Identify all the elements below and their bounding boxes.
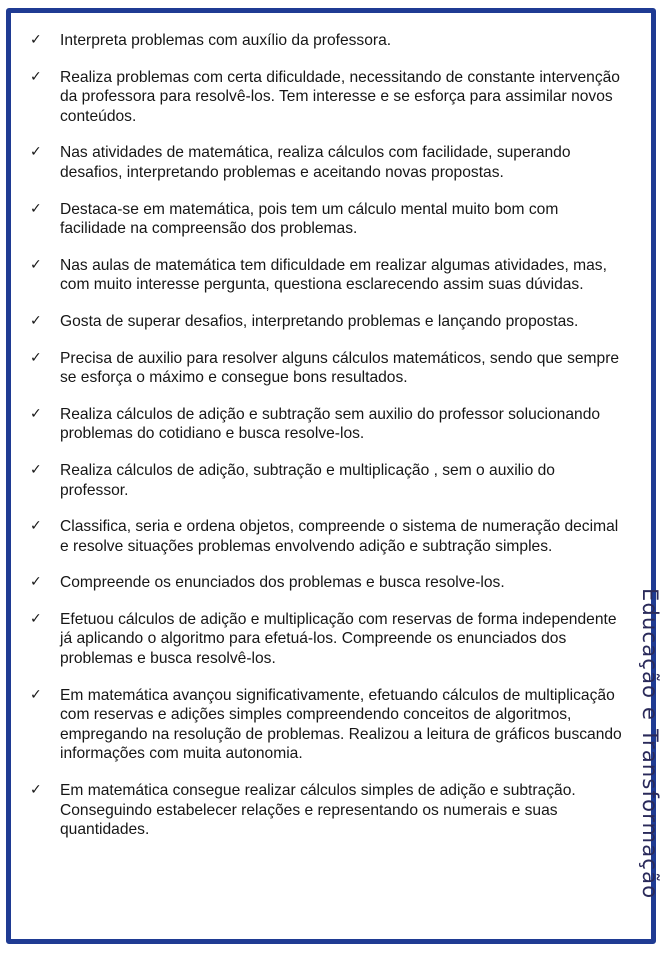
list-item-text: Compreende os enunciados dos problemas e busca resolve-los. [60,574,505,592]
list-item-text: Gosta de superar desafios, interpretando problemas e lançando propostas. [60,312,579,330]
checkmark-icon: ✓ [30,312,42,329]
checkmark-icon: ✓ [30,610,42,627]
list-item-text: Precisa de auxilio para resolver alguns cálculos matemáticos, sendo que sempre se esforça o máximo e consegue bons resultados. [60,349,620,387]
list-item [11,517,651,556]
list-item-text: Nas aulas de matemática tem dificuldade em realizar algumas atividades, mas, com muito interesse pergunta, questiona esclarecendo assim suas dúvidas. [60,256,607,294]
list-item-text: Realiza cálculos de adição e subtração sem auxilio do professor solucionando problemas do cotidiano e busca resolve-los. [60,405,601,443]
list-item-text: Nas atividades de matemática, realiza cálculos com facilidade, superando desafios, interpretando problemas e aceitando novas propostas. [60,144,571,181]
page-border-frame [6,8,656,944]
list-item-text: Classifica, seria e ordena objetos, compreende o sistema de numeração decimal e resolve situações problemas envolvendo adição e subtração simples. [60,518,619,555]
list-item-text: Efetuou cálculos de adição e multiplicação com reservas de forma independente já aplicando o algoritmo para efetuá-los. Compreende os enunciados dos problemas e busca resolvê-los. [60,610,617,668]
list-item [11,312,651,332]
list-item-text: Em matemática consegue realizar cálculos simples de adição e subtração. Conseguindo estabelecer relações e representando os numerais e suas quantidades. [60,782,576,839]
list-item [11,781,651,840]
list-item [11,461,651,500]
checkmark-icon: ✓ [30,68,42,85]
list-item-text: Realiza cálculos de adição, subtração e multiplicação , sem o auxilio do professor. [60,461,555,499]
watermark-text: Educação e Transformação [638,588,662,900]
checkmark-icon: ✓ [30,405,42,422]
list-item [11,405,651,444]
list-item [11,610,651,669]
list-item [11,68,651,127]
checkmark-icon: ✓ [30,200,42,217]
checkmark-icon: ✓ [30,32,42,48]
checkmark-icon: ✓ [30,144,42,161]
checkmark-icon: ✓ [30,518,42,535]
checkmark-icon: ✓ [30,686,42,703]
checkmark-icon: ✓ [30,782,42,799]
checkmark-icon: ✓ [30,256,42,273]
list-item [11,686,651,764]
list-item-text: Em matemática avançou significativamente, efetuando cálculos de multiplicação com reservas e adições simples compreendendo conceitos de algoritmos, empregando na resolução de problemas. Realizou a leitura de gráficos buscando informações com muita autonomia. [60,686,622,763]
list-item [11,573,651,593]
list-item [11,143,651,182]
list-item [11,349,651,388]
evaluation-list [11,31,651,857]
checkmark-icon: ✓ [30,349,42,366]
list-item [11,256,651,295]
list-item-text: Realiza problemas com certa dificuldade, necessitando de constante intervenção da professora para resolvê-los. Tem interesse e se esforça para assimilar novos conteúdos. [60,68,620,125]
checkmark-icon: ✓ [30,574,42,591]
list-item [11,31,651,51]
list-item-text: Destaca-se em matemática, pois tem um cálculo mental muito bom com facilidade na compreensão dos problemas. [60,200,559,238]
list-item [11,200,651,239]
list-item-text: Interpreta problemas com auxílio da professora. [60,32,392,49]
checkmark-icon: ✓ [30,461,42,478]
